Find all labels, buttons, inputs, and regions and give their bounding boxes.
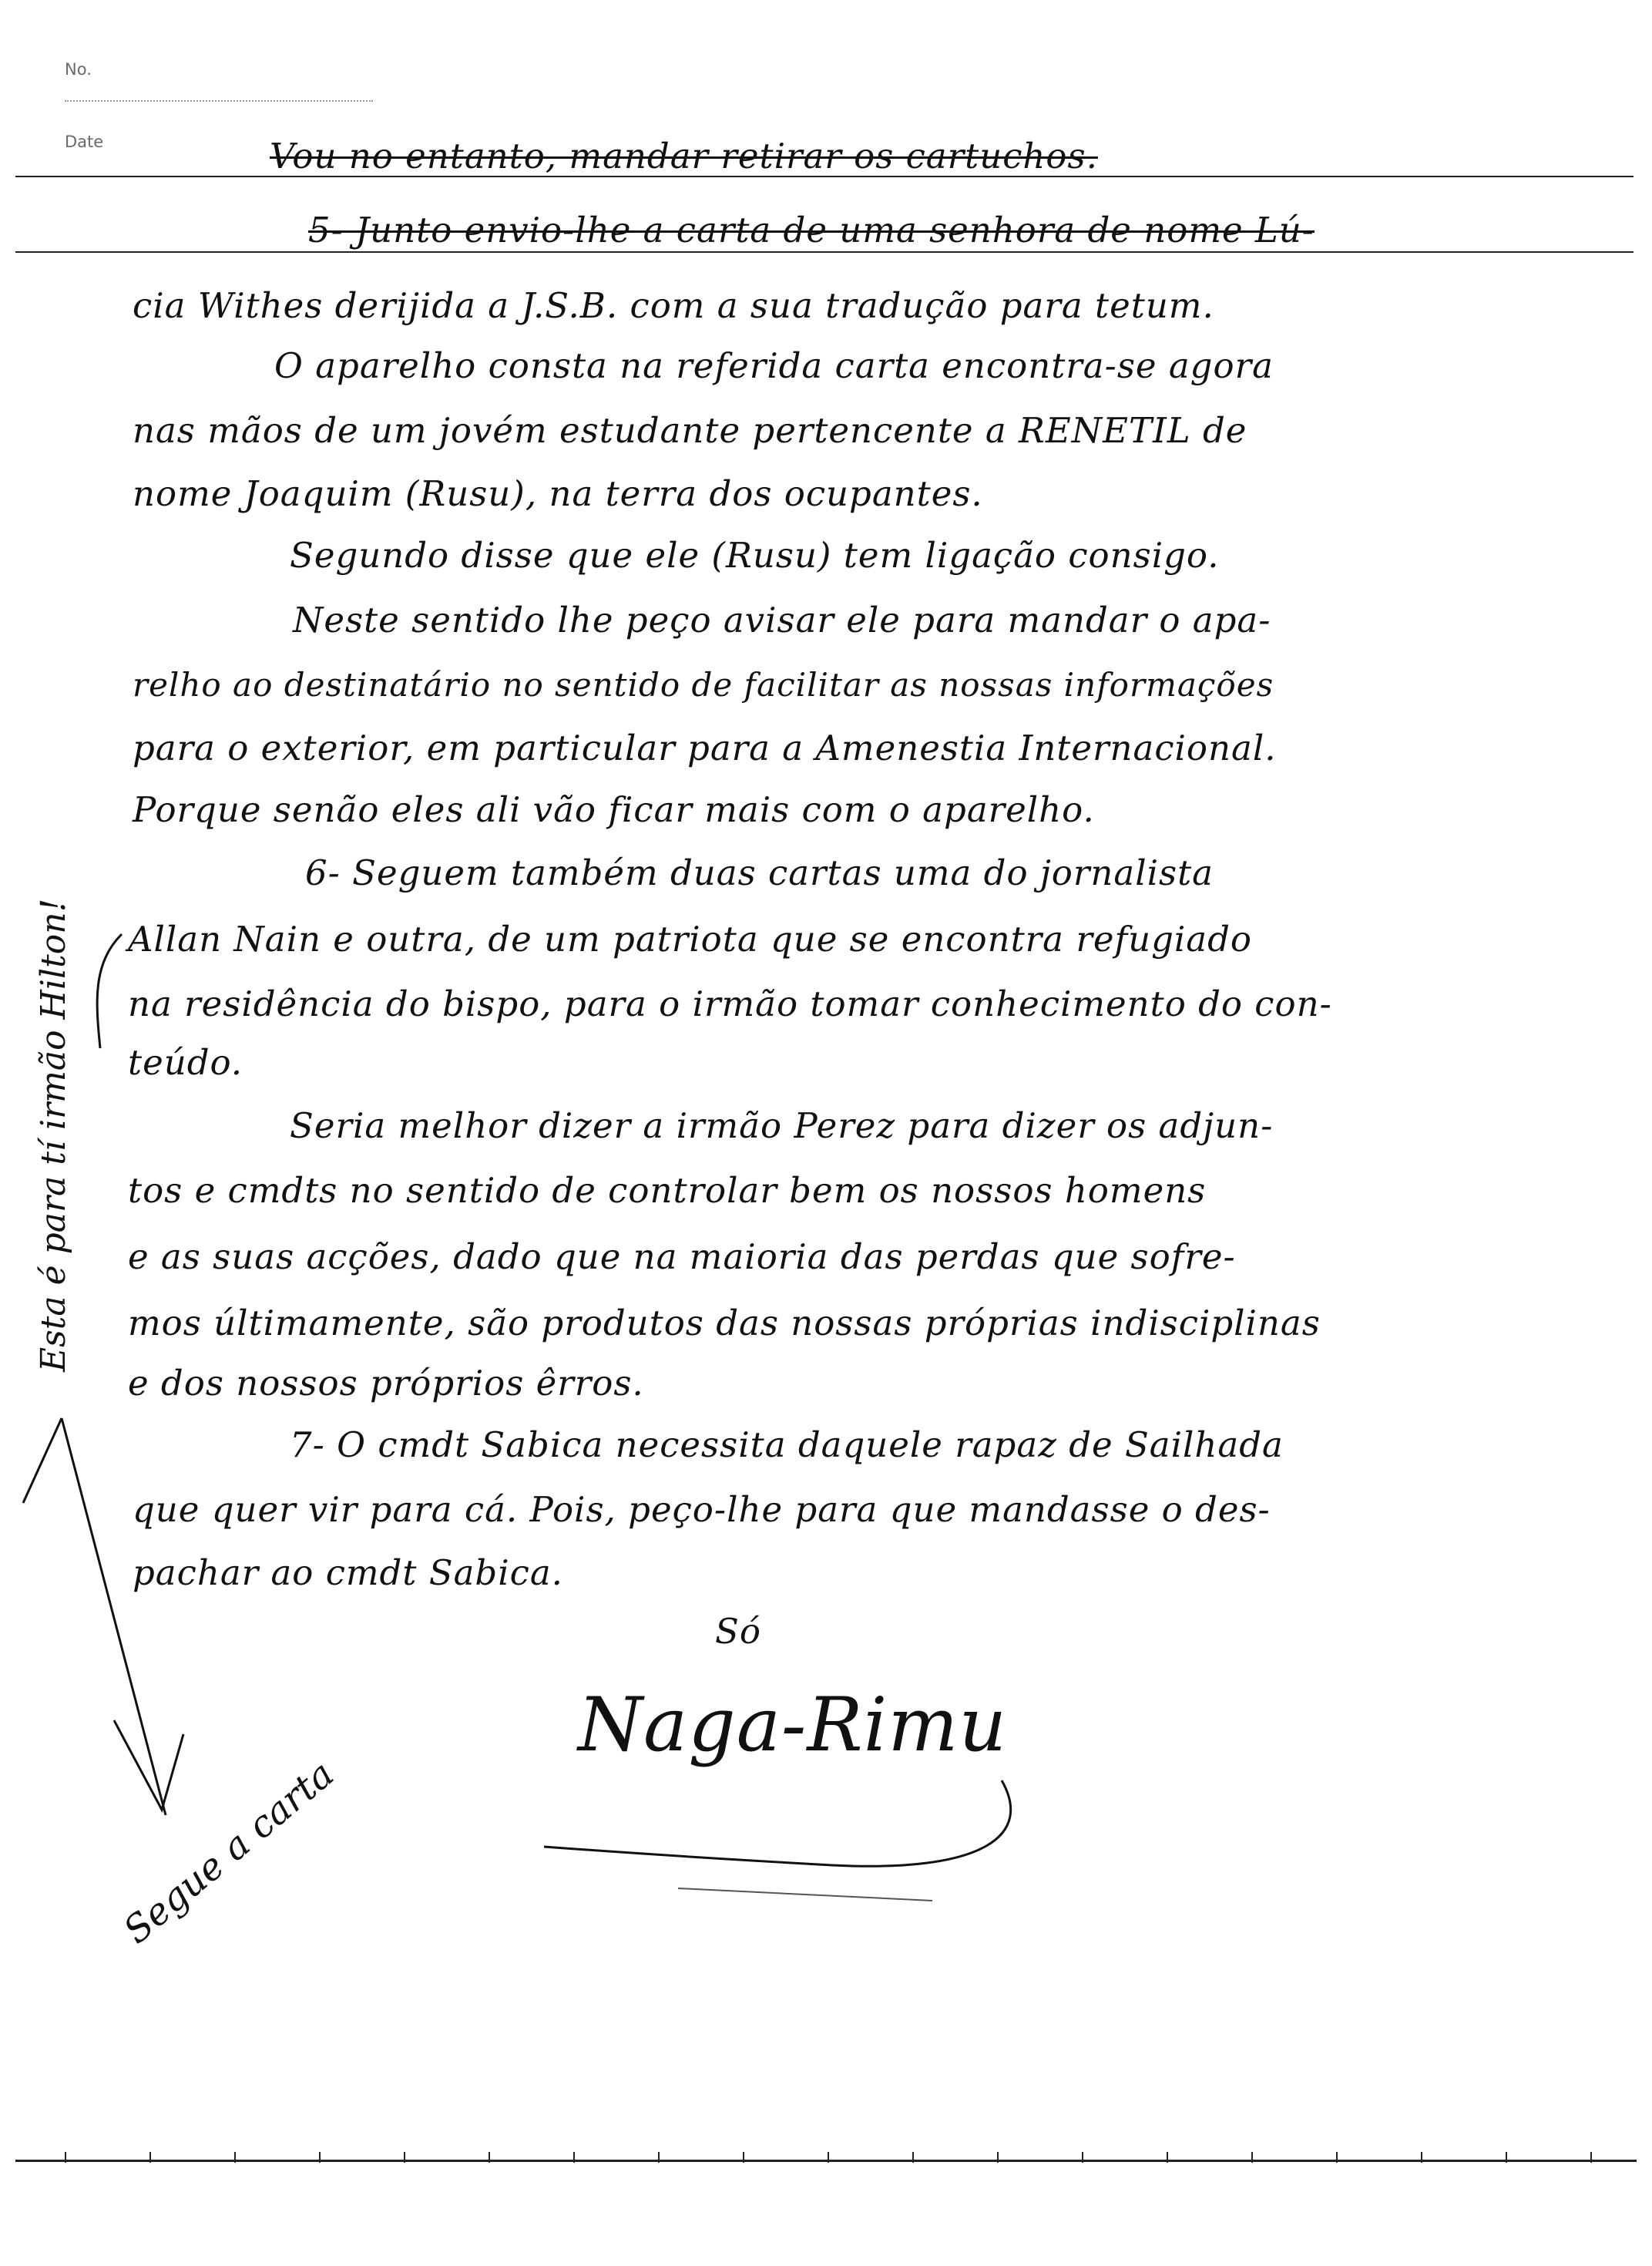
ruler-tick	[65, 2152, 66, 2163]
ruler-tick	[658, 2152, 660, 2163]
letter-line-6: nome Joaquim (Rusu), na terra dos ocupantes.	[133, 473, 983, 514]
bottom-rule	[15, 2160, 1637, 2162]
margin-note-bottom: Segue a carta	[116, 1752, 343, 1952]
letter-line-9: relho ao destinatário no sentido de facilitar as nossas informações	[133, 666, 1274, 704]
letter-line-12: 6- Seguem também duas cartas uma do jornalista	[305, 852, 1214, 893]
ruler-tick	[234, 2152, 236, 2163]
ruler-tick	[828, 2152, 829, 2163]
letter-line-16: Seria melhor dizer a irmão Perez para dizer os adjun-	[290, 1105, 1274, 1146]
letter-line-8: Neste sentido lhe peço avisar ele para mandar o apa-	[293, 600, 1271, 640]
ruler-tick	[743, 2152, 744, 2163]
letter-line-22: que quer vir para cá. Pois, peço-lhe para que mandasse o des-	[133, 1489, 1271, 1530]
ruler-tick	[1167, 2152, 1168, 2163]
ruler-tick	[404, 2152, 405, 2163]
ruler-tick	[912, 2152, 914, 2163]
ruler-tick	[149, 2152, 151, 2163]
ruler-tick	[489, 2152, 490, 2163]
letter-line-11: Porque senão eles ali vão ficar mais com o aparelho.	[133, 789, 1095, 830]
ruler-tick	[1590, 2152, 1592, 2163]
letter-closing: Só	[715, 1611, 761, 1652]
ruler-tick	[319, 2152, 321, 2163]
letter-line-7: Segundo disse que ele (Rusu) tem ligação consigo.	[290, 535, 1220, 576]
letter-line-17: tos e cmdts no sentido de controlar bem os nossos homens	[128, 1170, 1207, 1211]
ruler-tick	[1082, 2152, 1083, 2163]
signature: Naga-Rimu	[578, 1682, 1008, 1768]
ruler-tick	[1506, 2152, 1507, 2163]
letter-line-19: mos últimamente, são produtos das nossas próprias indisciplinas	[128, 1303, 1321, 1343]
letter-line-10: para o exterior, em particular para a Amenestia Internacional.	[133, 728, 1277, 768]
form-date-label: Date	[65, 133, 104, 151]
letter-line-14: na residência do bispo, para o irmão tomar conhecimento do con-	[128, 983, 1332, 1024]
ruler-tick	[1251, 2152, 1253, 2163]
letter-line-4: O aparelho consta na referida carta encontra-se agora	[274, 345, 1274, 386]
ruler-tick	[997, 2152, 999, 2163]
letter-line-18: e as suas acções, dado que na maioria das perdas que sofre-	[128, 1236, 1236, 1277]
letter-line-21: 7- O cmdt Sabica necessita daquele rapaz de Sailhada	[290, 1424, 1284, 1465]
letter-line-2: 5- Junto envio-lhe a carta de uma senhora de nome Lú-	[308, 210, 1315, 250]
letter-line-23: pachar ao cmdt Sabica.	[133, 1552, 563, 1593]
letter-line-13: Allan Nain e outra, de um patriota que se encontra refugiado	[128, 919, 1253, 960]
margin-note-vertical: Esta é para tí irmão Hilton!	[34, 898, 73, 1372]
ruler-tick	[573, 2152, 575, 2163]
form-no-label: No.	[65, 60, 92, 79]
ruler-tick	[1421, 2152, 1422, 2163]
letter-line-20: e dos nossos próprios êrros.	[128, 1363, 644, 1404]
letter-line-15: teúdo.	[128, 1042, 243, 1083]
ruler-tick	[1336, 2152, 1338, 2163]
letter-line-1: Vou no entanto, mandar retirar os cartuchos.	[270, 136, 1098, 177]
letter-line-5: nas mãos de um jovém estudante pertencente a RENETIL de	[133, 410, 1247, 451]
letter-line-3: cia Withes derijida a J.S.B. com a sua tradução para tetum.	[133, 285, 1214, 326]
